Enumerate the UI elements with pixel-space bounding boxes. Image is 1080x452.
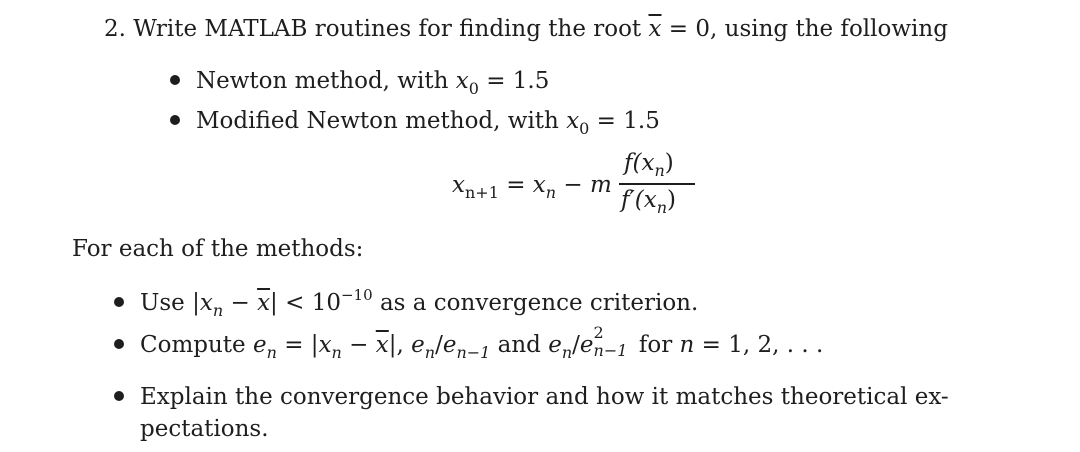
formula-x-sub: n: [545, 183, 557, 202]
formula-lhs-sub: n+1: [464, 183, 499, 202]
task-compute-errors: Compute $e_n = |x_n - \overline{x}|$, $e_n/e_{n-1}$ and $e_n/e$ 2 n−1 for n = 1, 2, . . .: [114, 330, 823, 368]
formula-minus: −: [563, 172, 583, 198]
fraction-bar: [619, 183, 695, 185]
bullet-icon: [114, 391, 124, 401]
bullet-icon: [114, 339, 124, 349]
problem-statement: [104, 14, 948, 44]
problem-intro: Write MATLAB routines for finding the root: [133, 16, 642, 42]
formula-denominator: $f'(x_n)$: [621, 187, 676, 217]
method-initial-value: = 1.5: [486, 68, 550, 94]
method-var: x: [455, 68, 469, 94]
root-variable: $\overline{x}$: [648, 16, 662, 42]
formula-lhs: [452, 170, 612, 208]
formula-m: m: [589, 172, 612, 198]
bullet-icon: [114, 297, 124, 307]
for-each-heading: For each of the methods:: [72, 236, 364, 262]
task-convergence-criterion: Use $|x_n - \overline{x}| < 10^{-10}$ as a convergence criterion.: [114, 280, 698, 326]
formula-numerator: $f(x_n)$: [624, 150, 674, 180]
method-var-sub: 0: [579, 119, 590, 138]
method-var-sub: 0: [468, 79, 479, 98]
problem-number: 2.: [104, 16, 126, 42]
method-item-modified-newton: [170, 106, 660, 144]
method-var: x: [566, 108, 580, 134]
method-item-newton: [170, 66, 549, 104]
bullet-icon: [170, 115, 180, 125]
root-equation-rest: = 0, using the following: [668, 16, 948, 42]
method-label: Modified Newton method, with: [196, 108, 559, 134]
task-explain-convergence-cont: pectations.: [140, 416, 269, 442]
method-initial-value: = 1.5: [596, 108, 660, 134]
formula-lhs-var: x: [452, 172, 465, 198]
formula-x: x: [532, 172, 546, 198]
task-explain-convergence: Explain the convergence behavior and how it matches theoretical ex-: [114, 382, 949, 412]
method-label: Newton method, with: [196, 68, 449, 94]
bullet-icon: [170, 75, 180, 85]
formula-eq: =: [506, 172, 526, 198]
